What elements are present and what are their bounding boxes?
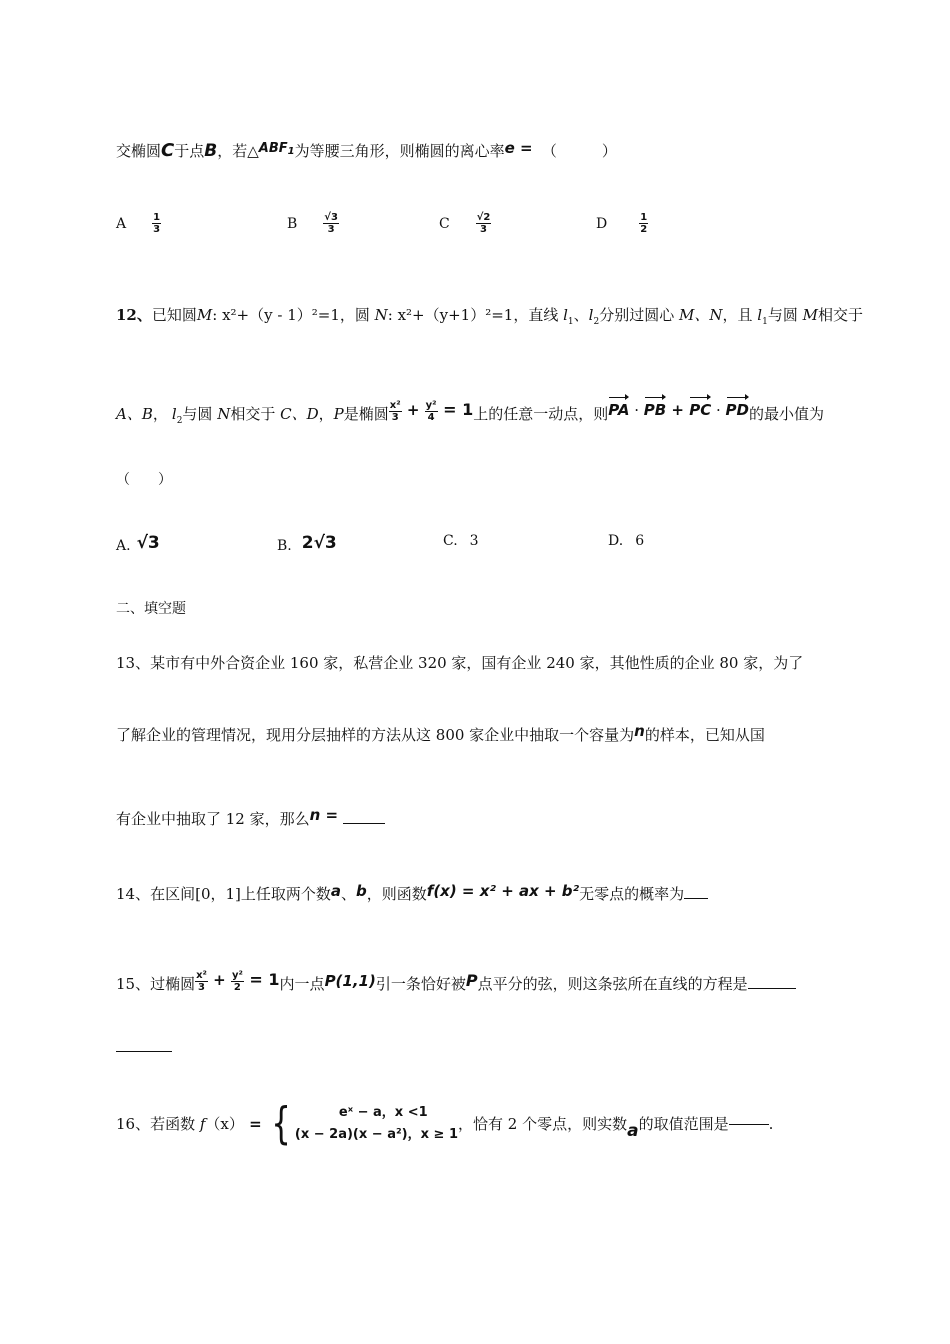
var-b: B	[204, 141, 218, 161]
var-c: C	[161, 140, 175, 161]
function-expression: f(x) = x² + ax + b²	[426, 882, 580, 900]
ellipse-equation: $\frac{\text{x²}}{3}$ + $\frac{\text{y²}}{4}$ = 1	[389, 399, 474, 423]
var-n: n	[634, 722, 645, 740]
q11-line: 交椭圆C于点B，若△ABF1为等腰三角形，则椭圆的离心率e = （ ）	[116, 139, 617, 161]
vector-pd: PD	[726, 398, 749, 422]
q14-line: 14、在区间[0，1]上任取两个数a、b，则函数f(x) = x² + ax + b²无零点的概率为	[116, 879, 708, 906]
option-fraction: $\frac{1}{3}$	[153, 212, 161, 235]
triangle-abf: ABF	[258, 141, 288, 156]
q11-option-a[interactable]: A $\frac{1}{3}$	[116, 212, 161, 235]
q13-line-3: 有企业中抽取了 12 家，那么n =	[116, 803, 385, 831]
section-title: 二、填空题	[116, 601, 186, 617]
answer-blank[interactable]	[729, 1124, 769, 1125]
q11-option-c[interactable]: C $\frac{√2}{3}$	[439, 212, 491, 235]
answer-blank[interactable]	[343, 823, 385, 824]
var-e: e	[504, 139, 515, 157]
q16-line: 16、若函数 f（x） = { eˣ − a，x <1 (x − 2a)(x − a²)，x ≥ 1 ，恰有 2 个零点，则实数a的取值范围是 .	[116, 1098, 774, 1149]
piecewise-cases: eˣ − a，x <1 (x − 2a)(x − a²)，x ≥ 1	[294, 1105, 458, 1142]
answer-blank[interactable]	[748, 988, 796, 989]
q12-option-c[interactable]: C. 3	[443, 533, 479, 549]
vector-pc: PC	[689, 398, 711, 422]
answer-paren: （ ）	[116, 472, 172, 488]
q12-option-a[interactable]: A. √3	[116, 533, 160, 554]
q13-line-2: 了解企业的管理情况，现用分层抽样的方法从这 800 家企业中抽取一个容量为n的样本，已知从国	[116, 722, 765, 744]
ellipse-equation: $\frac{\text{x²}}{3}$ + $\frac{\text{y²}}{2}$ = 1	[196, 969, 280, 993]
q12-option-b[interactable]: B. 2√3	[277, 533, 337, 554]
vector-pa: PA	[608, 398, 629, 422]
q12-line-2: A、B， $l_2$与圆 N相交于 C、D，P是椭圆 $\frac{\text{x²}}{3}$ + $\frac{\text{y²}}{4}$ = 1上的任意一动点，则PA · PB + PC · PD的最小值为	[116, 399, 825, 426]
q11-option-b[interactable]: B $\frac{√3}{3}$	[287, 212, 338, 235]
q12-line-1: 12、已知圆M: x²+（y - 1）²=1，圆 N: x²+（y+1）²=1，直线 $l_1$、$l_2$分别过圆心 M、N，且 $l_1$与圆 M相交于	[116, 306, 863, 327]
option-fraction: $\frac{1}{2}$	[640, 212, 648, 235]
vector-pb: PB	[644, 398, 666, 422]
q12-option-d[interactable]: D. 6	[608, 533, 645, 549]
option-fraction: $\frac{√3}{3}$	[324, 212, 338, 235]
answer-paren: （ ）	[541, 142, 617, 160]
answer-blank-continued[interactable]	[116, 1051, 172, 1052]
q15-line: 15、过椭圆 $\frac{\text{x²}}{3}$ + $\frac{\text{y²}}{2}$ = 1内一点P(1,1)引一条恰好被P点平分的弦，则这条弦所在直线的方程是	[116, 968, 796, 996]
answer-blank[interactable]	[684, 898, 708, 899]
option-fraction: $\frac{√2}{3}$	[476, 212, 491, 235]
question-number: 12、	[116, 306, 152, 324]
point-p: P(1,1)	[324, 972, 376, 990]
q13-line-1: 13、某市有中外合资企业 160 家，私营企业 320 家，国有企业 240 家，其他性质的企业 80 家，为了	[116, 654, 804, 672]
q11-option-d[interactable]: D $\frac{1}{2}$	[596, 212, 648, 235]
left-brace: {	[271, 1098, 291, 1149]
